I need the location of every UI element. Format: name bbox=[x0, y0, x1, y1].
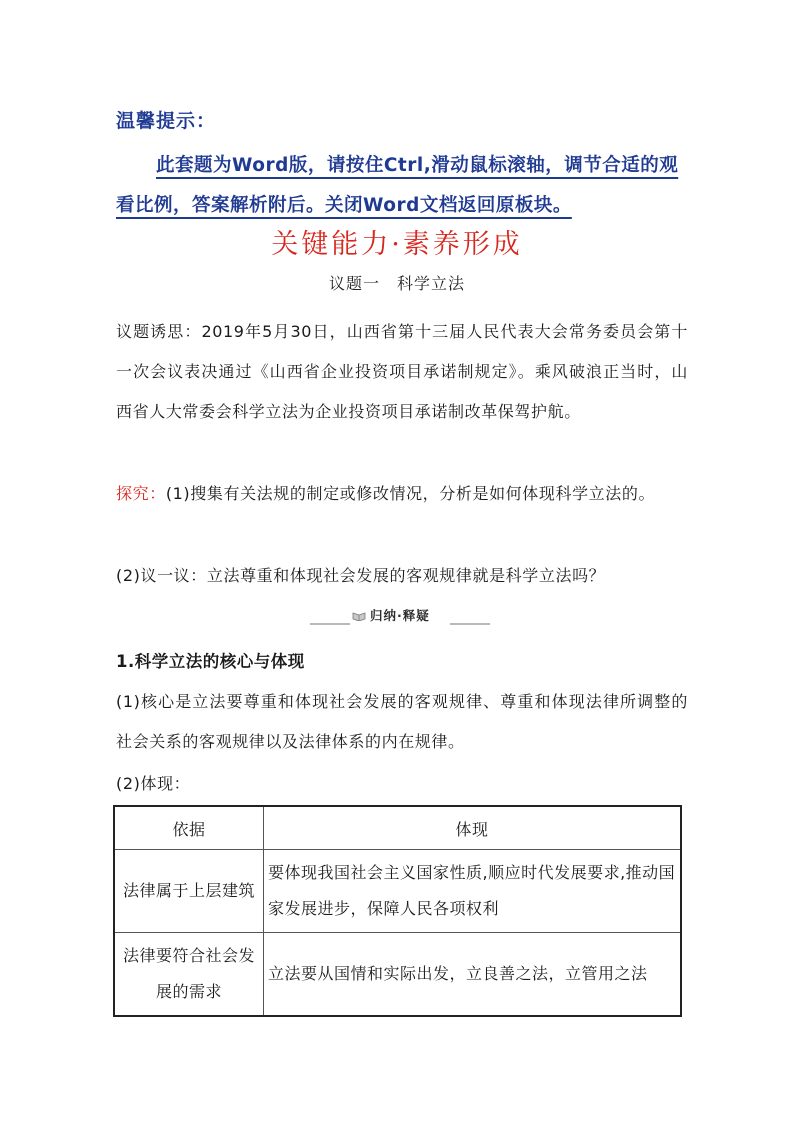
explore-q2: (2)议一议：立法尊重和体现社会发展的客观规律就是科学立法吗？ bbox=[116, 566, 606, 585]
explore-label: 探究： bbox=[116, 484, 166, 503]
topic-subtitle: 议题一 科学立法 bbox=[328, 274, 465, 293]
table-header-embody: 体现 bbox=[264, 806, 682, 850]
book-icon bbox=[352, 611, 366, 621]
divider-rule-right bbox=[450, 623, 490, 625]
table-header-row bbox=[114, 806, 681, 850]
topic-intro: 议题诱思：2019年5月30日，山西省第十三届人民代表大会常务委员会第十一次会议表决通过《山西省企业投资项目承诺制规定》。乘风破浪正当时，山西省人大常委会科学立法为企业投资项目承诺制改革保驾护航。 bbox=[116, 322, 688, 421]
table-cell-embody: 立法要从国情和实际出发，立良善之法，立管用之法 bbox=[264, 933, 682, 1017]
summary-divider bbox=[310, 606, 490, 628]
notice-body-text: 此套题为Word版，请按住Ctrl,滑动鼠标滚轴，调节合适的观看比例，答案解析附后。关闭Word文档返回原板块。 bbox=[116, 155, 679, 216]
table-header-basis: 依据 bbox=[114, 806, 264, 850]
table-cell-embody: 要体现我国社会主义国家性质,顺应时代发展要求,推动国家发展进步，保障人民各项权利 bbox=[264, 850, 682, 933]
section-title: 关键能力·素养形成 bbox=[271, 229, 523, 260]
explore-q1 bbox=[116, 474, 688, 514]
notice-heading: 温馨提示： bbox=[116, 110, 217, 132]
divider-rule-left bbox=[310, 623, 350, 625]
table-row bbox=[114, 850, 681, 933]
basis-table bbox=[113, 805, 682, 1017]
explore-q1-text: (1)搜集有关法规的制定或修改情况，分析是如何体现科学立法的。 bbox=[165, 484, 656, 503]
section-heading: 1.科学立法的核心与体现 bbox=[116, 652, 305, 671]
table-cell-basis: 法律要符合社会发展的需求 bbox=[114, 933, 264, 1017]
table-row bbox=[114, 933, 681, 1017]
notice-body bbox=[116, 146, 688, 226]
core-paragraph: (1)核心是立法要尊重和体现社会发展的客观规律、尊重和体现法律所调整的社会关系的客观规律以及法律体系的内在规律。 bbox=[116, 692, 688, 751]
summary-badge: 归纳·释疑 bbox=[370, 608, 430, 623]
table-cell-basis: 法律属于上层建筑 bbox=[114, 850, 264, 933]
embody-label: (2)体现： bbox=[116, 774, 191, 793]
